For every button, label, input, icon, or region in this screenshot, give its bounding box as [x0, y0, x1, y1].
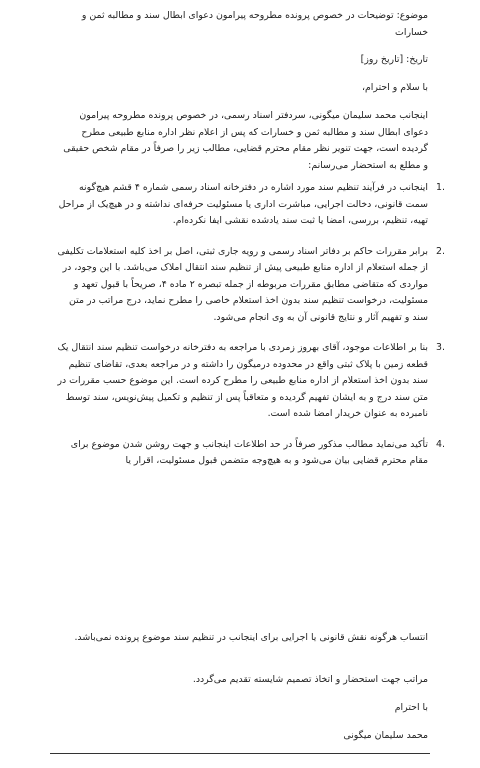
letter-date: تاریخ: [تاریخ روز]: [360, 54, 428, 65]
letter-subject: موضوع: توضیحات در خصوص پرونده مطروحه پیرامون دعوای ابطال سند و مطالبه ثمن و خسارات: [81, 10, 428, 38]
list-item-number: 2.: [436, 245, 445, 257]
list-item-text: اینجانب در فرآیند تنظیم سند مورد اشاره در دفترخانه اسناد رسمی شماره ۴ قشم هیچ‌گونه سمت قانونی، دخالت اجرایی، مباشرت اداری یا مسئولیت حرفه‌ای نداشته و در هیچ‌یک از مراحل تهیه، تنظیم، بررسی، امضا یا ثبت سند یادشده نقشی ایفا نکرده‌ام.: [58, 182, 428, 226]
list-item-text: برابر مقررات حاکم بر دفاتر اسناد رسمی و رویه جاری ثبتی، اصل بر اخذ کلیه استعلامات تکلیفی از جمله استعلام از اداره منابع طبیعی پیش از تنظیم سند انتقال املاک می‌باشد. با این وجود، در مواردی که متقاضی مطابق مقررات مربوطه از جمله تبصره ۲ ماده ۴، صریحاً با قبول تعهد و مسئولیت، درخواست تنظیم سند بدون اخذ استعلام خاصی را مطرح نماید، درج مراتب در متن سند و تفهیم آثار و نتایج قانونی آن به وی انجام می‌شود.: [57, 245, 428, 323]
footer-divider: [50, 753, 430, 754]
list-item: [56, 437, 460, 470]
list-item-text: بنا بر اطلاعات موجود، آقای بهروز زمردی با مراجعه به دفترخانه درخواست تنظیم سند انتقال یک قطعه زمین با پلاک ثبتی واقع در محدوده درمیگون را داشته و در مراجعه بعدی، تقاضای تنظیم سند بدون اخذ استعلام از اداره منابع طبیعی را مطرح کرده است. این موضوع حسب مقررات در متن سند درج و به ایشان تفهیم گردیده و متعاقباً پس از تنظیم و تکمیل پیش‌نویس، سند توسط نامبرده به عنوان خریدار امضا شده است.: [57, 342, 428, 419]
list-item-text: تأکید می‌نماید مطالب مذکور صرفاً در حد اطلاعات اینجانب و جهت روشن شدن موضوع برای مقام محترم قضایی بیان می‌شود و به هیچ‌وجه متضمن قبول مسئولیت، اقرار یا: [70, 438, 428, 466]
letter-intro: اینجانب محمد سلیمان میگونی، سردفتر اسناد رسمی، در خصوص پرونده مطروحه پیرامون دعوای ابطال سند و مطالبه ثمن و خسارات که پس از اعلام نظر اداره منابع طبیعی مطرح گردیده است، جهت تنویر نظر مقام محترم قضایی، مطالب زیر را صرفاً در مقام شخص حقیقی و مطلع به استحضار می‌رسانم:: [63, 110, 428, 171]
list-item: [56, 244, 460, 327]
closing-statement: انتساب هرگونه نقش قانونی یا اجرایی برای اینجانب در تنظیم سند موضوع پرونده نمی‌باشد.: [74, 632, 428, 643]
list-item: [56, 340, 460, 423]
closing-request: مراتب جهت استحضار و اتخاذ تصمیم شایسته تقدیم می‌گردد.: [192, 674, 428, 685]
list-item: [56, 180, 460, 230]
list-item-number: 3.: [436, 342, 445, 353]
closing-salutation: با احترام: [394, 702, 428, 713]
signatory-name: محمد سلیمان میگونی: [343, 730, 428, 741]
letter-greeting: با سلام و احترام،: [361, 82, 428, 93]
list-item-number: 4.: [436, 438, 445, 450]
statement-list: [56, 180, 460, 470]
list-item-number: 1.: [436, 182, 445, 193]
